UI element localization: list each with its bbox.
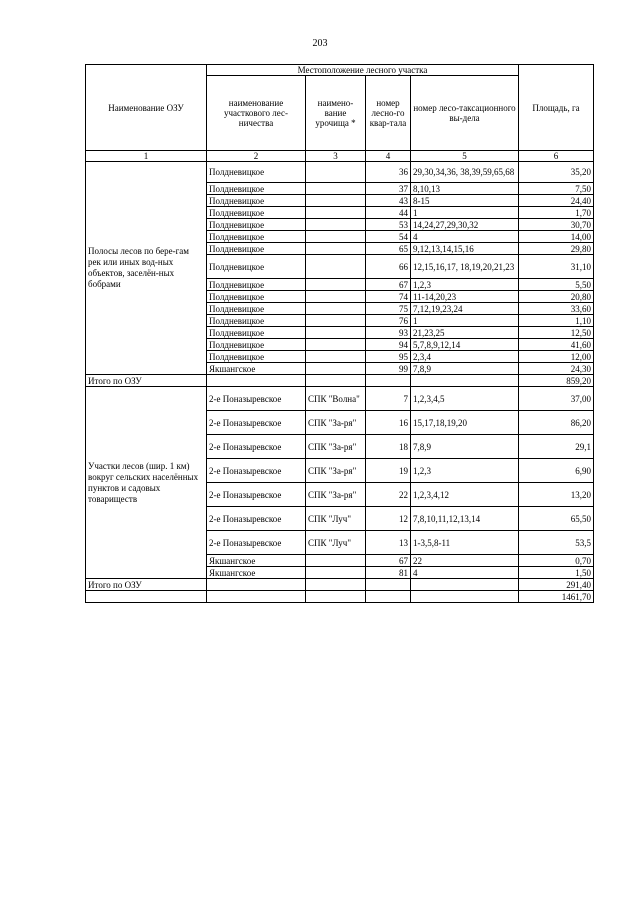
header-ozu: Наименование ОЗУ [86,65,207,151]
grand-total-value: 1461,70 [519,591,594,603]
tract-cell: СПК "Волна" [306,387,366,411]
forestry-cell: Полдневицкое [207,351,306,363]
area-cell: 30,70 [519,219,594,231]
allotment-cell: 7,12,19,23,24 [411,303,519,315]
forestry-cell: Полдневицкое [207,162,306,183]
header-location-group: Местоположение лесного участка [207,65,519,76]
allotment-cell: 21,23,25 [411,327,519,339]
tract-cell [306,255,366,279]
empty-cell [366,579,411,591]
grand-total-row [86,591,594,603]
quarter-cell: 12 [366,507,411,531]
forestry-cell: Полдневицкое [207,183,306,195]
allotment-cell: 1,2,3 [411,459,519,483]
tract-cell [306,183,366,195]
table-row [86,162,594,183]
tract-cell [306,327,366,339]
quarter-cell: 65 [366,243,411,255]
allotment-cell: 1,2,3,4,5 [411,387,519,411]
empty-cell [366,591,411,603]
forestry-cell: Якшангское [207,363,306,375]
area-cell: 20,80 [519,291,594,303]
forestry-cell: Полдневицкое [207,327,306,339]
empty-cell [411,375,519,387]
allotment-cell: 1 [411,207,519,219]
total-label: Итого по ОЗУ [86,579,207,591]
ozu-name-cell: Полосы лесов по бере-гам рек или иных вод-ных объектов, заселён-ных бобрами [86,162,207,375]
forestry-cell: Полдневицкое [207,303,306,315]
tract-cell [306,219,366,231]
quarter-cell: 7 [366,387,411,411]
tract-cell [306,231,366,243]
quarter-cell: 74 [366,291,411,303]
area-cell: 24,40 [519,195,594,207]
empty-cell [306,591,366,603]
quarter-cell: 18 [366,435,411,459]
forestry-cell: Полдневицкое [207,279,306,291]
tract-cell [306,567,366,579]
allotment-cell: 9,12,13,14,15,16 [411,243,519,255]
area-cell: 6,90 [519,459,594,483]
column-number: 6 [519,151,594,162]
area-cell: 13,20 [519,483,594,507]
forestry-cell: Полдневицкое [207,231,306,243]
tract-cell [306,315,366,327]
quarter-cell: 94 [366,339,411,351]
area-cell: 31,10 [519,255,594,279]
tract-cell [306,351,366,363]
allotment-cell: 5,7,8,9,12,14 [411,339,519,351]
quarter-cell: 66 [366,255,411,279]
forestry-cell: Полдневицкое [207,291,306,303]
empty-cell [366,375,411,387]
allotment-cell: 14,24,27,29,30,32 [411,219,519,231]
quarter-cell: 36 [366,162,411,183]
tract-cell: СПК "За-ря" [306,435,366,459]
allotment-cell: 8,10,13 [411,183,519,195]
tract-cell [306,555,366,567]
forestry-cell: 2-е Поназыревское [207,411,306,435]
tract-cell: СПК "За-ря" [306,483,366,507]
tract-cell: СПК "За-ря" [306,459,366,483]
quarter-cell: 13 [366,531,411,555]
header-allotment: номер лесо-таксационного вы-дела [411,76,519,151]
tract-cell [306,339,366,351]
area-cell: 33,60 [519,303,594,315]
allotment-cell: 7,8,10,11,12,13,14 [411,507,519,531]
table-row [86,387,594,411]
area-cell: 14,00 [519,231,594,243]
empty-cell [411,579,519,591]
total-row [86,579,594,591]
area-cell: 29,80 [519,243,594,255]
area-cell: 65,50 [519,507,594,531]
allotment-cell: 1,2,3 [411,279,519,291]
column-number: 2 [207,151,306,162]
forestry-cell: Полдневицкое [207,315,306,327]
allotment-cell: 1,2,3,4,12 [411,483,519,507]
area-cell: 29,1 [519,435,594,459]
forestry-cell: Якшангское [207,555,306,567]
quarter-cell: 54 [366,231,411,243]
quarter-cell: 44 [366,207,411,219]
quarter-cell: 93 [366,327,411,339]
column-number: 5 [411,151,519,162]
header-tract: наимено-вание урочища * [306,76,366,151]
quarter-cell: 67 [366,555,411,567]
forest-plots-table [85,64,594,603]
quarter-cell: 67 [366,279,411,291]
forestry-cell: Полдневицкое [207,195,306,207]
total-row [86,375,594,387]
tract-cell: СПК "За-ря" [306,411,366,435]
allotment-cell: 22 [411,555,519,567]
area-cell: 7,50 [519,183,594,195]
tract-cell [306,291,366,303]
area-cell: 12,00 [519,351,594,363]
allotment-cell: 11-14,20,23 [411,291,519,303]
tract-cell [306,162,366,183]
allotment-cell: 15,17,18,19,20 [411,411,519,435]
column-number: 4 [366,151,411,162]
allotment-cell: 4 [411,567,519,579]
ozu-name-cell: Участки лесов (шир. 1 км) вокруг сельских населённых пунктов и садовых товариществ [86,387,207,579]
area-cell: 5,50 [519,279,594,291]
tract-cell [306,303,366,315]
area-cell: 12,50 [519,327,594,339]
tract-cell [306,195,366,207]
area-cell: 24,30 [519,363,594,375]
header-forestry: наименование участкового лес-ничества [207,76,306,151]
allotment-cell: 2,3,4 [411,351,519,363]
area-cell: 1,50 [519,567,594,579]
total-value: 291,40 [519,579,594,591]
column-number: 3 [306,151,366,162]
empty-cell [306,579,366,591]
total-label: Итого по ОЗУ [86,375,207,387]
forestry-cell: Полдневицкое [207,243,306,255]
forestry-cell: Полдневицкое [207,207,306,219]
quarter-cell: 76 [366,315,411,327]
tract-cell: СПК "Луч" [306,507,366,531]
forestry-cell: 2-е Поназыревское [207,507,306,531]
empty-cell [86,591,207,603]
forestry-cell: 2-е Поназыревское [207,483,306,507]
allotment-cell: 8-15 [411,195,519,207]
area-cell: 0,70 [519,555,594,567]
forestry-cell: Полдневицкое [207,339,306,351]
page-number: 203 [312,38,328,49]
allotment-cell: 1 [411,315,519,327]
quarter-cell: 16 [366,411,411,435]
area-cell: 41,60 [519,339,594,351]
area-cell: 35,20 [519,162,594,183]
header-quarter: номер лесно-го квар-тала [366,76,411,151]
area-cell: 1,10 [519,315,594,327]
allotment-cell: 4 [411,231,519,243]
forestry-cell: Полдневицкое [207,255,306,279]
forestry-cell: Якшангское [207,567,306,579]
empty-cell [306,375,366,387]
quarter-cell: 37 [366,183,411,195]
allotment-cell: 7,8,9 [411,363,519,375]
forestry-cell: 2-е Поназыревское [207,531,306,555]
forestry-cell: Полдневицкое [207,219,306,231]
column-number: 1 [86,151,207,162]
allotment-cell: 7,8,9 [411,435,519,459]
tract-cell [306,243,366,255]
quarter-cell: 22 [366,483,411,507]
quarter-cell: 81 [366,567,411,579]
quarter-cell: 53 [366,219,411,231]
forestry-cell: 2-е Поназыревское [207,435,306,459]
area-cell: 86,20 [519,411,594,435]
quarter-cell: 75 [366,303,411,315]
quarter-cell: 43 [366,195,411,207]
allotment-cell: 1-3,5,8-11 [411,531,519,555]
allotment-cell: 29,30,34,36, 38,39,59,65,68 [411,162,519,183]
empty-cell [207,375,306,387]
forestry-cell: 2-е Поназыревское [207,459,306,483]
quarter-cell: 99 [366,363,411,375]
area-cell: 53,5 [519,531,594,555]
empty-cell [411,591,519,603]
tract-cell [306,207,366,219]
tract-cell [306,279,366,291]
quarter-cell: 95 [366,351,411,363]
forestry-cell: 2-е Поназыревское [207,387,306,411]
quarter-cell: 19 [366,459,411,483]
empty-cell [207,591,306,603]
area-cell: 37,00 [519,387,594,411]
header-area: Площадь, га [519,65,594,151]
tract-cell [306,363,366,375]
area-cell: 1,70 [519,207,594,219]
total-value: 859,20 [519,375,594,387]
tract-cell: СПК "Луч" [306,531,366,555]
allotment-cell: 12,15,16,17, 18,19,20,21,23 [411,255,519,279]
empty-cell [207,579,306,591]
